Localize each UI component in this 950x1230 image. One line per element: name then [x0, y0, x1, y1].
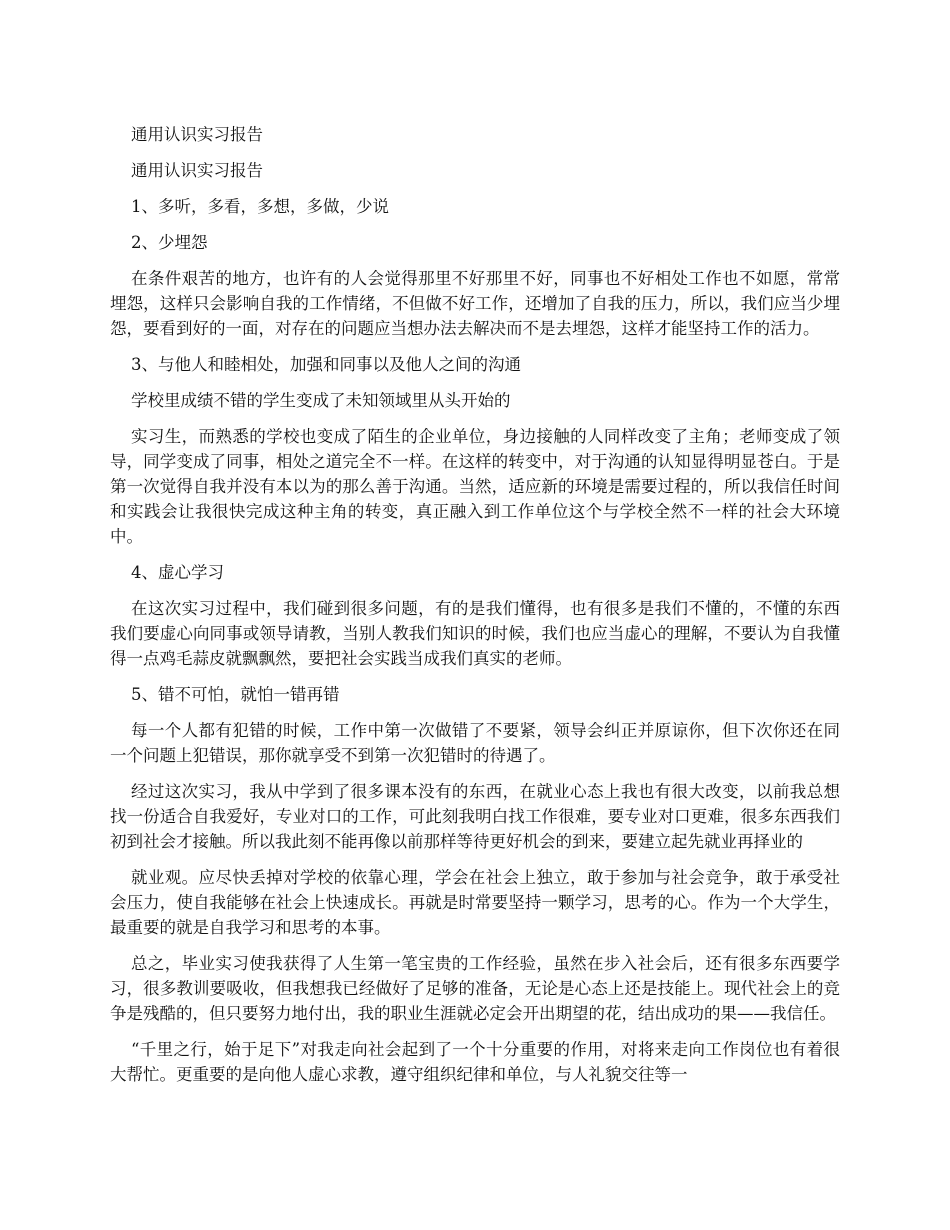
section-heading-4: 4、虚心学习 — [131, 563, 224, 582]
body-paragraph: 实习生，而熟悉的学校也变成了陌生的企业单位，身边接触的人同样改变了主角；老师变成了领导，同学变成了同事，相处之道完全不一样。在这样的转变中，对于沟通的认知显得明显苍白。于是第一次觉得自我并没有本以为的那么善于沟通。当然，适应新的环境是需要过程的，所以我信任时间和实践会让我很快完成这种主角的转变，真正融入到工作单位这个与学校全然不一样的社会大环境中。 — [110, 427, 840, 546]
section-heading-2: 2、少埋怨 — [131, 233, 208, 252]
body-paragraph: 学校里成绩不错的学生变成了未知领域里从头开始的 — [131, 391, 511, 410]
body-paragraph: 在条件艰苦的地方，也许有的人会觉得那里不好那里不好，同事也不好相处工作也不如愿，常常埋怨，这样只会影响自我的工作情绪，不但做不好工作，还增加了自我的压力，所以，我们应当少埋怨，要看到好的一面，对存在的问题应当想办法去解决而不是去埋怨，这样才能坚持工作的活力。 — [110, 269, 840, 338]
section-heading-5: 5、错不可怕，就怕一错再错 — [131, 685, 340, 704]
document-title: 通用认识实习报告 — [131, 125, 263, 144]
body-paragraph: 经过这次实习，我从中学到了很多课本没有的东西，在就业心态上我也有很大改变，以前我总想找一份适合自我爱好，专业对口的工作，可此刻我明白找工作很难，要专业对口更难，很多东西我们初到社会才接触。所以我此刻不能再像以前那样等待更好机会的到来，要建立起先就业再择业的 — [110, 782, 840, 851]
body-paragraph: 总之，毕业实习使我获得了人生第一笔宝贵的工作经验，虽然在步入社会后，还有很多东西要学习，很多教训要吸收，但我想我已经做好了足够的准备，无论是心态上还是技能上。现代社会上的竞争是残酷的，但只要努力地付出，我的职业生涯就必定会开出期望的花，结出成功的果——我信任。 — [110, 954, 840, 1023]
section-heading-3: 3、与他人和睦相处，加强和同事以及他人之间的沟通 — [131, 355, 521, 374]
document-subtitle: 通用认识实习报告 — [131, 161, 263, 180]
body-paragraph: “千里之行，始于足下”对我走向社会起到了一个十分重要的作用，对将来走向工作岗位也有着很大帮忙。更重要的是向他人虚心求教，遵守组织纪律和单位，与人礼貌交往等一 — [110, 1040, 840, 1084]
body-paragraph: 在这次实习过程中，我们碰到很多问题，有的是我们懂得，也有很多是我们不懂的，不懂的东西我们要虚心向同事或领导请教，当别人教我们知识的时候，我们也应当虚心的理解，不要认为自我懂得一点鸡毛蒜皮就飘飘然，要把社会实践当成我们真实的老师。 — [110, 599, 840, 668]
body-paragraph: 每一个人都有犯错的时候，工作中第一次做错了不要紧，领导会纠正并原谅你，但下次你还在同一个问题上犯错误，那你就享受不到第一次犯错时的待遇了。 — [110, 721, 840, 765]
body-paragraph: 就业观。应尽快丢掉对学校的依靠心理，学会在社会上独立，敢于参加与社会竞争，敢于承受社会压力，使自我能够在社会上快速成长。再就是时常要坚持一颗学习，思考的心。作为一个大学生，最重要的就是自我学习和思考的本事。 — [110, 868, 840, 937]
section-heading-1: 1、多听，多看，多想，多做，少说 — [131, 197, 389, 216]
document-page — [110, 122, 840, 1098]
